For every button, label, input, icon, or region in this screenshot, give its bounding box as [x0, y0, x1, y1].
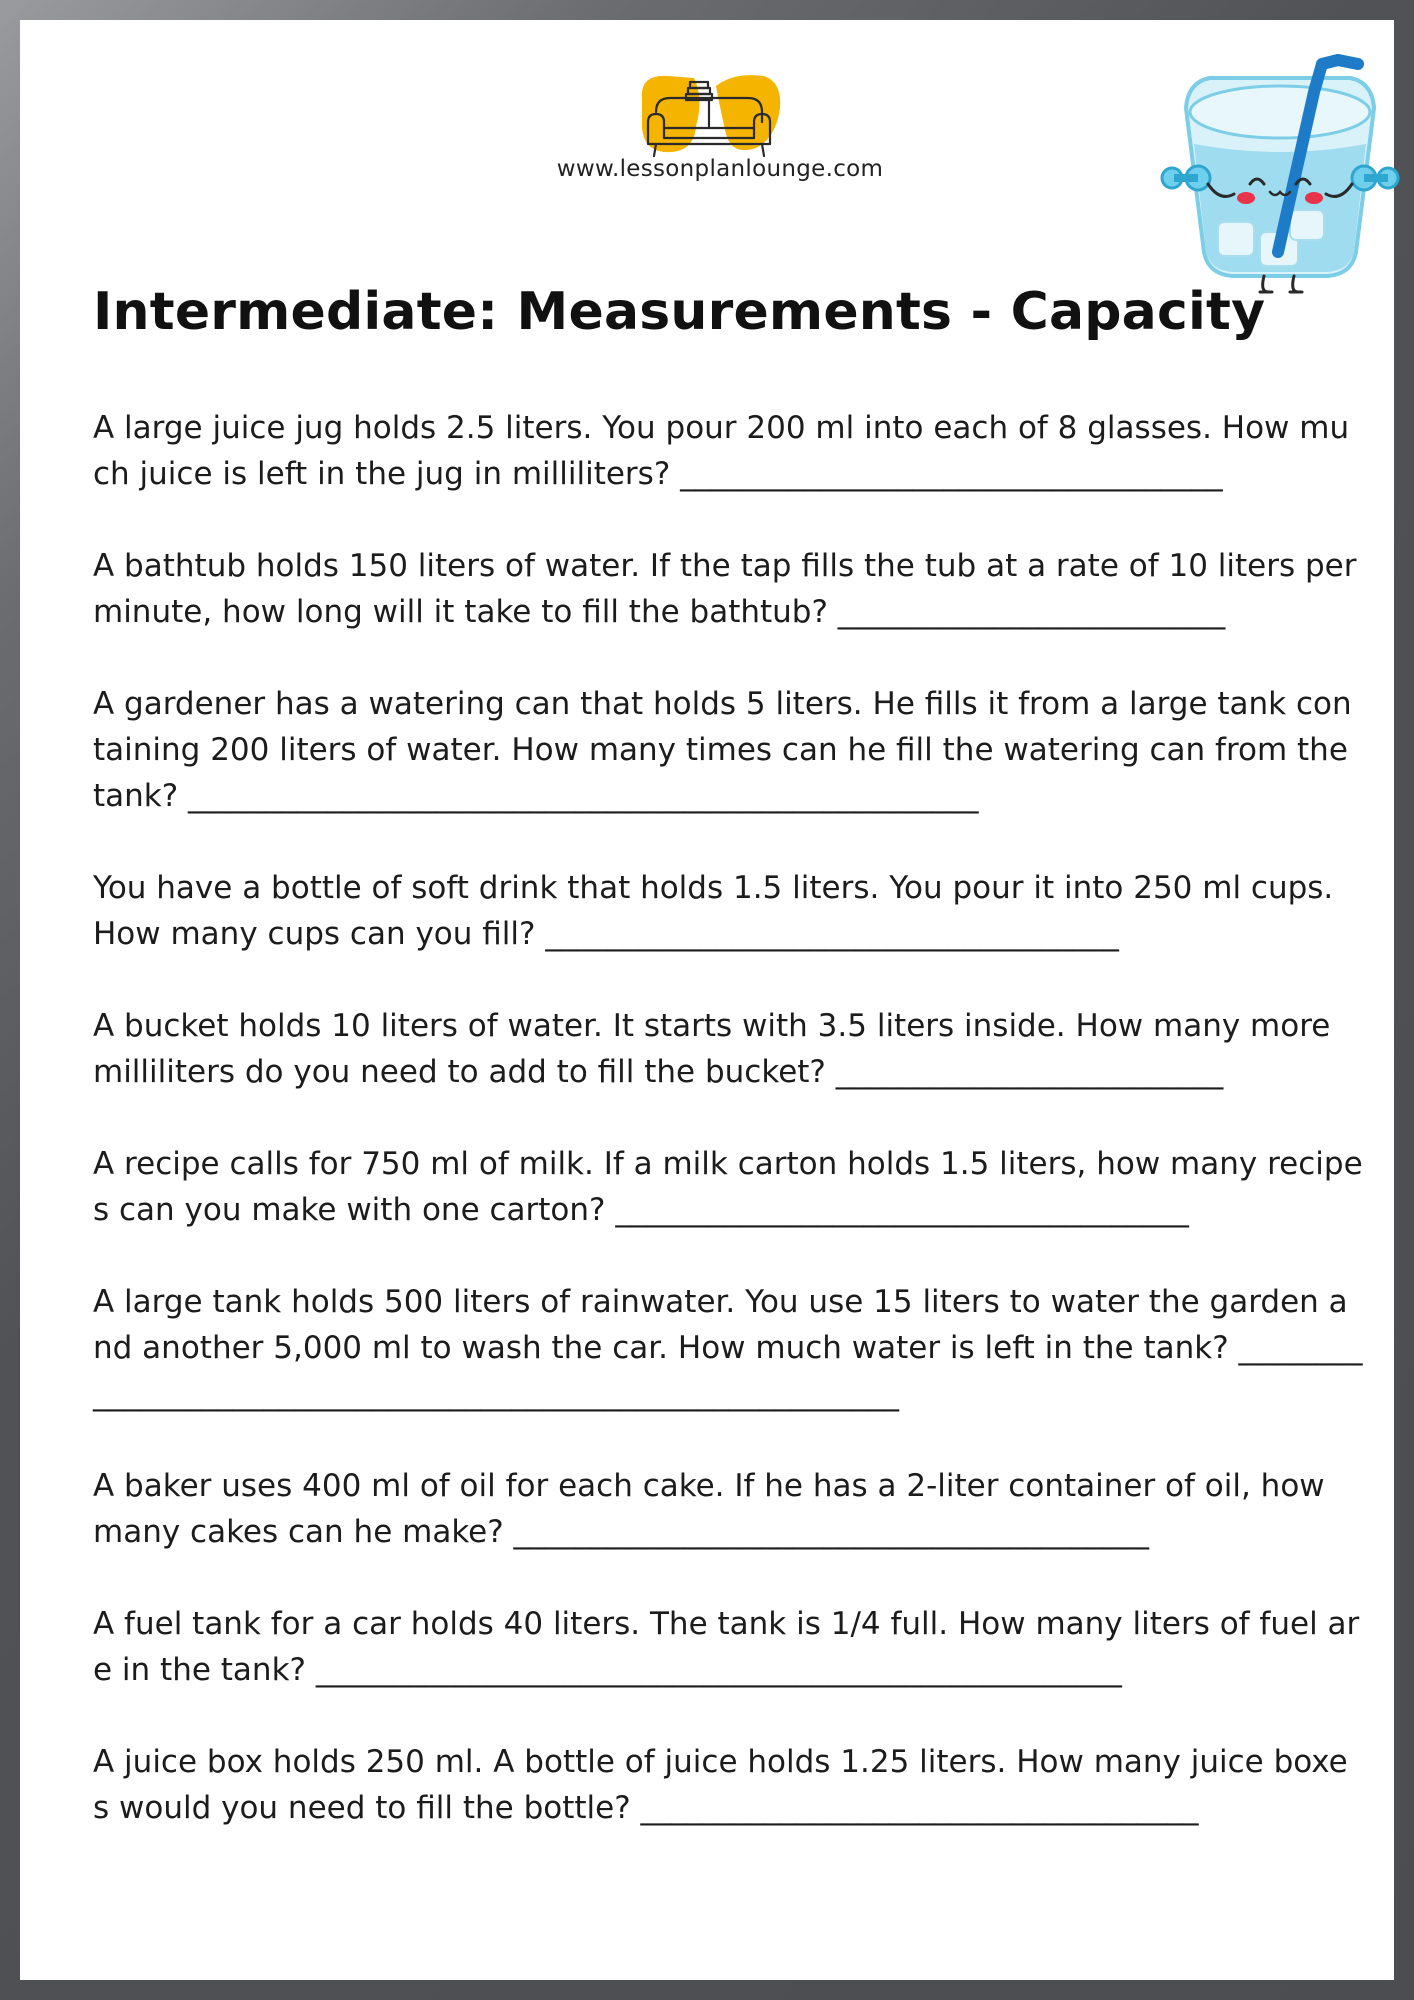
question-9: A fuel tank for a car holds 40 liters. The tank is 1/4 full. How many liters of fuel are in the tank? ____________________________________________________	[93, 1606, 1360, 1688]
question-1: A large juice jug holds 2.5 liters. You pour 200 ml into each of 8 glasses. How much juice is left in the jug in milliliters? ___________________________________	[93, 410, 1350, 492]
site-url: www.lessonplanlounge.com	[556, 156, 884, 182]
question-6: A recipe calls for 750 ml of milk. If a milk carton holds 1.5 liters, how many recipes can you make with one carton? _____________________________________	[93, 1146, 1363, 1228]
question-4: You have a bottle of soft drink that holds 1.5 liters. You pour it into 250 ml cups. How many cups can you fill? _____________________________________	[93, 870, 1344, 952]
question-list	[93, 405, 1367, 1877]
question-3: A gardener has a watering can that holds 5 liters. He fills it from a large tank containing 200 liters of water. How many times can he fill the watering can from the tank? ___________________________________________________	[93, 686, 1358, 814]
question-8: A baker uses 400 ml of oil for each cake. If he has a 2-liter container of oil, how many cakes can he make? _________________________________________	[93, 1468, 1335, 1550]
worksheet-page	[20, 20, 1394, 1980]
question-10: A juice box holds 250 ml. A bottle of juice holds 1.25 liters. How many juice boxes would you need to fill the bottle? ____________________________________	[93, 1744, 1348, 1826]
question-7: A large tank holds 500 liters of rainwater. You use 15 liters to water the garden and another 5,000 ml to wash the car. How much water is left in the tank? ____________________________________________________________	[93, 1284, 1363, 1412]
sofa-logo-icon	[634, 68, 784, 164]
worksheet-title: Intermediate: Measurements - Capacity	[93, 282, 1266, 342]
question-5: A bucket holds 10 liters of water. It starts with 3.5 liters inside. How many more milliliters do you need to add to fill the bucket? _________________________	[93, 1008, 1341, 1090]
question-2: A bathtub holds 150 liters of water. If the tap fills the tub at a rate of 10 liters per minute, how long will it take to fill the bathtub? _________________________	[93, 548, 1367, 630]
water-glass-mascot-icon	[1160, 52, 1400, 302]
